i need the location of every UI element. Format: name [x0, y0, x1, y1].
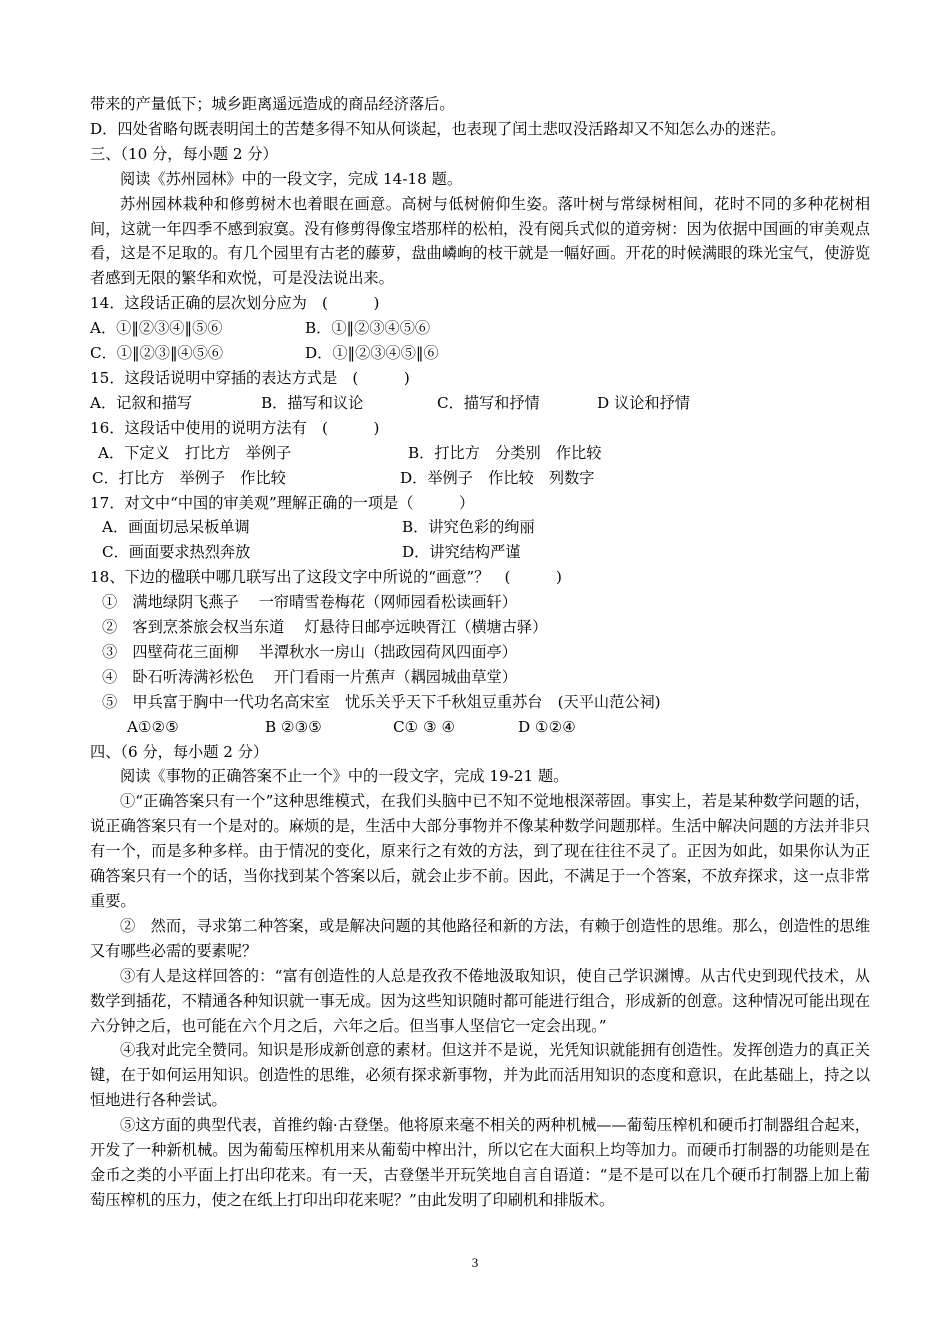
option-b: B．讲究色彩的绚丽 [402, 518, 535, 537]
option-c: C．①‖②③‖④⑤⑥ [90, 344, 224, 363]
question-16-options [90, 466, 870, 491]
couplet-item: ⑤ 甲兵富于胸中一代功名高宋室 忧乐关乎天下千秋俎豆重苏台 (天平山范公祠) [102, 692, 661, 711]
option-d: D．举例子 作比较 列数字 [400, 468, 595, 487]
couplet-item: ② 客到烹茶旅会权当东道 灯悬待日邮亭远映胥江（横塘古驿） [102, 618, 548, 637]
couplet-item: ④ 卧石听涛满衫松色 开门看雨一片蕉声（耦园城曲草堂） [102, 667, 517, 686]
option-c: C．画面要求热烈奔放 [102, 543, 251, 562]
question-14-options [90, 341, 870, 366]
question-14-options [90, 316, 870, 341]
question-16-options [90, 441, 870, 466]
passage-paragraph: ④我对此完全赞同。知识是形成新创意的素材。但这并不是说，光凭知识就能拥有创造性。发挥创造力的真正关键，在于如何运用知识。创造性的思维，必须有探求新事物，并为此而活用知识的态度和意识，在此基础上，持之以恒地进行各种尝试。 [90, 1041, 870, 1110]
option-c: C．描写和抒情 [437, 393, 540, 412]
couplet-item: ③ 四壁荷花三面柳 半潭秋水一房山（拙政园荷风四面亭） [102, 642, 517, 661]
question-15: 15．这段话说明中穿插的表达方式是 ( ) [90, 368, 410, 387]
option-a: A．①‖②③④‖⑤⑥ [90, 319, 223, 338]
option-c: C．打比方 举例子 作比较 [92, 468, 286, 487]
option-c: C① ③ ④ [393, 717, 456, 736]
passage-paragraph: 苏州园林栽种和修剪树木也着眼在画意。高树与低树俯仰生姿。落叶树与常绿树相间，花时不同的多种花树相间，这就一年四季不感到寂寞。没有修剪得像宝塔那样的松柏，没有阅兵式似的道旁树：因为依据中国画的审美观点看，这是不足取的。有几个园里有古老的藤萝，盘曲嶙峋的枝干就是一幅好画。开花的时候满眼的珠光宝气，使游览者感到无限的繁华和欢悦，可是没法说出来。 [90, 194, 870, 288]
passage-paragraph: ② 然而，寻求第二种答案，或是解决问题的其他路径和新的方法，有赖于创造性的思维。那么，创造性的思维又有哪些必需的要素呢？ [90, 916, 870, 960]
question-16: 16．这段话中使用的说明方法有 ( ) [90, 418, 380, 437]
option-b: B．描写和议论 [261, 393, 364, 412]
exam-page [90, 92, 870, 1213]
question-17: 17．对文中“中国的审美观”理解正确的一项是（ ） [90, 493, 475, 512]
page-number: 3 [471, 1255, 479, 1270]
option-d: D．①‖②③④⑤‖⑥ [305, 344, 439, 363]
passage-paragraph: ①“正确答案只有一个”这种思维模式，在我们头脑中已不知不觉地根深蒂固。事实上，若是某种数学问题的话，说正确答案只有一个是对的。麻烦的是，生活中大部分事物并不像某种数学问题那样。生活中解决问题的方法并非只有一个，而是多种多样。由于情况的变化，原来行之有效的方法，到了现在往往不灵了。正因为如此，如果你认为正确答案只有一个的话，当你找到某个答案以后，就会止步不前。因此，不满足于一个答案，不放弃探求，这一点非常重要。 [90, 792, 870, 910]
option-b: B．打比方 分类别 作比较 [408, 443, 602, 462]
passage-paragraph: ③有人是这样回答的：“富有创造性的人总是孜孜不倦地汲取知识，使自己学识渊博。从古代史到现代技术，从数学到插花，不精通各种知识就一事无成。因为这些知识随时都可能进行组合，形成新的创意。这种情况可能出现在六分钟之后，也可能在六个月之后，六年之后。但当事人坚信它一定会出现。” [90, 966, 870, 1035]
option-a: A．下定义 打比方 举例子 [98, 443, 292, 462]
question-15-options [90, 391, 870, 416]
option-a: A．画面切忌呆板单调 [102, 518, 250, 537]
passage-paragraph: ⑤这方面的典型代表，首推约翰·古登堡。他将原来毫不相关的两种机械——葡萄压榨机和硬币打制器组合起来，开发了一种新机械。因为葡萄压榨机用来从葡萄中榨出汁，所以它在大面积上均等加力。而硬币打制器的功能则是在金币之类的小平面上打出印花来。有一天，古登堡半开玩笑地自言自语道：“是不是可以在几个硬币打制器上加上葡萄压榨机的压力，使之在纸上打印出印花来呢？”由此发明了印刷机和排版术。 [90, 1116, 870, 1209]
section-heading: 四、（6 分，每小题 2 分） [90, 742, 269, 761]
option-d: D．讲究结构严谨 [402, 543, 521, 562]
couplet-item: ① 满地绿阴飞燕子 一帘晴雪卷梅花（网师园看松读画轩） [102, 593, 517, 612]
option-b: B．①‖②③④⑤⑥ [305, 319, 431, 338]
question-17-options [90, 515, 870, 540]
option-d: D 议论和抒情 [597, 393, 690, 412]
question-18: 18、下边的楹联中哪几联写出了这段文字中所说的“画意”？ ( ) [90, 568, 562, 587]
question-14: 14．这段话正确的层次划分应为 ( ) [90, 294, 380, 313]
option-d-line: D．四处省略句既表明闰土的苦楚多得不知从何谈起，也表现了闰土悲叹没活路却又不知怎么办的迷茫。 [90, 119, 786, 138]
section-heading: 三、（10 分，每小题 2 分） [90, 144, 278, 163]
reading-instruction: 阅读《事物的正确答案不止一个》中的一段文字，完成 19-21 题。 [120, 767, 569, 786]
option-b: B ②③⑤ [265, 717, 322, 736]
option-a: A．记叙和描写 [90, 393, 193, 412]
option-d: D ①②④ [518, 717, 576, 736]
reading-instruction: 阅读《苏州园林》中的一段文字，完成 14-18 题。 [120, 169, 463, 188]
question-17-options [90, 540, 870, 565]
option-a: A①②⑤ [127, 717, 179, 736]
question-18-options [90, 715, 870, 740]
text-line: 带来的产量低下；城乡距离遥远造成的商品经济落后。 [90, 95, 455, 113]
